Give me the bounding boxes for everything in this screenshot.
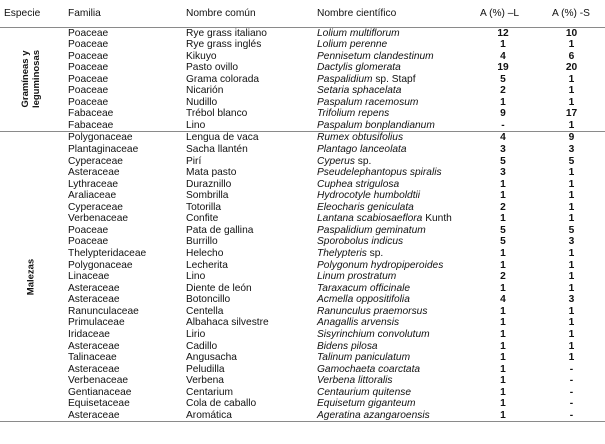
familia-cell: Talinaceae [68, 352, 117, 364]
scientific-name: Ranunculus praemorsus [317, 305, 428, 317]
a-l-cell: 1 [500, 213, 506, 225]
table-row [0, 62, 605, 74]
table-row [0, 329, 605, 341]
a-l-cell: 3 [500, 167, 506, 179]
a-s-cell: 1 [568, 85, 575, 97]
nombre-cientifico-cell [311, 74, 468, 86]
scientific-name: Anagallis arvensis [317, 317, 400, 329]
a-s-cell: 1 [568, 73, 575, 85]
table-row [0, 27, 605, 39]
a-l-cell: 1 [500, 178, 506, 190]
familia-cell: Gentianaceae [68, 386, 132, 398]
a-s-cell: 5 [568, 155, 575, 167]
table-row [0, 225, 605, 237]
scientific-name: Lolium multiflorum [317, 27, 400, 39]
a-s-cell: 1 [568, 167, 575, 179]
scientific-name: Cuphea strigulosa [317, 178, 400, 190]
a-l-cell: 2 [500, 85, 506, 97]
a-s-cell: 3 [568, 143, 575, 155]
nombre-cientifico-cell [311, 202, 468, 214]
nombre-cientifico-cell [311, 190, 468, 202]
nombre-comun-cell: Helecho [186, 248, 224, 260]
a-s-cell: - [538, 410, 605, 422]
a-l-cell: 1 [500, 328, 506, 340]
table-row [0, 294, 605, 306]
nombre-comun-cell: Verbena [186, 375, 224, 387]
nombre-cientifico-cell [311, 352, 468, 364]
a-s-cell: - [569, 386, 574, 398]
familia-cell: Iridaceae [68, 328, 110, 340]
nombre-comun-cell: Centarium [186, 386, 233, 398]
familia-cell: Polygonaceae [68, 132, 133, 144]
scientific-name-suffix: Kunth [422, 213, 452, 225]
a-l-cell: 19 [497, 62, 509, 74]
familia-cell: Poaceae [68, 62, 109, 74]
table-row [0, 51, 605, 63]
scientific-name: Gamochaeta coarctata [317, 363, 421, 375]
scientific-name-suffix: sp. Stapf [372, 73, 416, 85]
header-row [0, 0, 605, 27]
header-nombre-comun: Nombre común [180, 0, 311, 27]
nombre-cientifico-cell [311, 27, 468, 39]
familia-cell: Poaceae [68, 39, 109, 51]
table-row [0, 236, 605, 248]
familia-cell: Poaceae [68, 50, 109, 62]
scientific-name: Eleocharis geniculata [317, 201, 414, 213]
scientific-name: Rumex obtusifolius [317, 132, 404, 144]
a-l-cell: 4 [500, 132, 506, 144]
nombre-comun-cell: Albahaca silvestre [186, 317, 269, 329]
header-familia: Familia [62, 0, 180, 27]
a-s-cell: 9 [568, 132, 575, 144]
scientific-name: Lantana scabiosaeflora [317, 213, 423, 225]
nombre-cientifico-cell [311, 97, 468, 109]
scientific-name: Paspalum bonplandianum [317, 119, 435, 131]
nombre-comun-cell: Centella [186, 305, 224, 317]
scientific-name: Pseudelephantopus spiralis [317, 167, 442, 179]
familia-cell: Asteraceae [62, 410, 180, 422]
scientific-name: Setaria sphacelata [317, 85, 402, 97]
table-row [0, 144, 605, 156]
a-s-cell: 10 [565, 27, 578, 39]
nombre-cientifico-cell [311, 39, 468, 51]
nombre-cientifico-cell [311, 108, 468, 120]
nombre-cientifico-cell [311, 260, 468, 272]
nombre-comun-cell: Cola de caballo [186, 398, 257, 410]
nombre-cientifico-cell [311, 283, 468, 295]
familia-cell: Verbenaceae [68, 213, 129, 225]
nombre-cientifico-cell [311, 248, 468, 260]
a-l-cell: 1 [500, 317, 506, 329]
scientific-name: Equisetum giganteum [317, 398, 416, 410]
nombre-comun-cell: Trébol blanco [186, 108, 248, 120]
table-row [0, 364, 605, 376]
group-label [20, 50, 42, 108]
a-l-cell: 1 [500, 282, 506, 294]
scientific-name: Verbena littoralis [317, 375, 393, 387]
nombre-comun-cell: Aromática [180, 410, 311, 422]
a-s-cell: 1 [538, 120, 605, 132]
table-row [0, 132, 605, 144]
scientific-name: Thelypteris [317, 248, 367, 260]
a-l-cell: 5 [500, 236, 506, 248]
nombre-cientifico-cell [311, 179, 468, 191]
group-label-cell [0, 27, 62, 132]
a-l-cell: 1 [500, 375, 506, 387]
table-row [0, 202, 605, 214]
nombre-comun-cell: Pirí [186, 155, 202, 167]
nombre-cientifico-cell [311, 213, 468, 225]
nombre-comun-cell: Peludilla [186, 363, 225, 375]
familia-cell: Asteraceae [68, 340, 120, 352]
table-row [0, 317, 605, 329]
scientific-name: Hydrocotyle humboldtii [317, 190, 421, 202]
nombre-comun-cell: Kikuyo [186, 50, 217, 62]
a-l-cell: 1 [500, 340, 506, 352]
scientific-name: Trifolium repens [317, 108, 390, 120]
nombre-cientifico-cell [311, 156, 468, 168]
a-l-cell: 1 [500, 39, 506, 51]
nombre-cientifico-cell [311, 225, 468, 237]
familia-cell: Thelypteridaceae [68, 248, 147, 260]
table-row [0, 167, 605, 179]
nombre-comun-cell: Confite [186, 213, 219, 225]
nombre-comun-cell: Rye grass inglés [186, 39, 262, 51]
nombre-cientifico-cell [311, 271, 468, 283]
nombre-comun-cell: Nudillo [186, 96, 218, 108]
familia-cell: Cyperaceae [68, 155, 123, 167]
a-s-cell: 1 [568, 305, 575, 317]
familia-cell: Poaceae [68, 236, 109, 248]
a-l-cell: 2 [500, 271, 506, 283]
nombre-comun-cell: Pata de gallina [186, 224, 254, 236]
a-l-cell: 1 [500, 96, 506, 108]
nombre-cientifico-cell [311, 236, 468, 248]
table-row [0, 213, 605, 225]
scientific-name: Cyperus [317, 155, 355, 167]
nombre-cientifico-cell [311, 375, 468, 387]
nombre-cientifico-cell [311, 62, 468, 74]
table-row [0, 156, 605, 168]
familia-cell: Linaceae [68, 271, 110, 283]
nombre-comun-cell: Lengua de vaca [186, 132, 259, 144]
a-s-cell: 17 [565, 108, 578, 120]
nombre-comun-cell: Cadillo [186, 340, 218, 352]
nombre-comun-cell: Burrillo [186, 236, 218, 248]
a-s-cell: 1 [568, 340, 575, 352]
scientific-name: Sporobolus indicus [317, 236, 404, 248]
a-l-cell: 9 [500, 108, 506, 120]
table-row [0, 120, 605, 132]
a-s-cell: 1 [568, 352, 575, 364]
a-l-cell: 4 [500, 50, 506, 62]
nombre-cientifico-cell [311, 317, 468, 329]
scientific-name: Centaurium quitense [317, 386, 412, 398]
familia-cell: Fabaceae [62, 120, 180, 132]
scientific-name: Plantago lanceolata [317, 143, 407, 155]
nombre-comun-cell: Diente de león [186, 282, 252, 294]
nombre-cientifico-cell [311, 144, 468, 156]
a-l-cell: 1 [500, 363, 506, 375]
a-l-cell: 1 [468, 410, 538, 422]
nombre-cientifico-cell [311, 398, 468, 410]
scientific-name: Paspalidium geminatum [317, 224, 426, 236]
table-row [0, 352, 605, 364]
scientific-name: Paspalidium [317, 73, 373, 85]
scientific-name: Taraxacum officinale [317, 282, 411, 294]
familia-cell: Asteraceae [68, 282, 120, 294]
a-s-cell: 20 [565, 62, 578, 74]
familia-cell: Asteraceae [68, 167, 120, 179]
familia-cell: Araliaceae [68, 190, 117, 202]
table-row [0, 375, 605, 387]
nombre-comun-cell: Mata pasto [186, 167, 237, 179]
a-s-cell: 1 [568, 213, 575, 225]
table-row [0, 387, 605, 399]
group-label-line: Malezas [25, 258, 37, 296]
nombre-cientifico-cell [311, 364, 468, 376]
a-l-cell: - [468, 120, 538, 132]
table-row [0, 306, 605, 318]
header-a-s: A (%) -S [538, 0, 605, 27]
table-row [0, 39, 605, 51]
a-s-cell: 1 [568, 317, 575, 329]
group-label [26, 259, 37, 295]
nombre-comun-cell: Lino [186, 271, 206, 283]
a-l-cell: 12 [497, 27, 509, 39]
a-s-cell: 1 [568, 190, 575, 202]
a-s-cell: 1 [568, 201, 575, 213]
table-row [0, 74, 605, 86]
table-row [0, 341, 605, 353]
a-l-cell: 2 [500, 201, 506, 213]
familia-cell: Verbenaceae [68, 375, 129, 387]
a-l-cell: 1 [500, 248, 506, 260]
nombre-cientifico-cell [311, 120, 468, 132]
familia-cell: Lythraceae [68, 178, 119, 190]
nombre-comun-cell: Lirio [186, 328, 206, 340]
table-row [0, 190, 605, 202]
familia-cell: Primulaceae [68, 317, 125, 329]
table-row [0, 248, 605, 260]
a-s-cell: - [569, 363, 574, 375]
nombre-comun-cell: Botoncillo [186, 294, 231, 306]
familia-cell: Poaceae [68, 96, 109, 108]
nombre-cientifico-cell [311, 410, 468, 422]
table-row [0, 179, 605, 191]
familia-cell: Ranunculaceae [68, 305, 139, 317]
familia-cell: Equisetaceae [68, 398, 130, 410]
familia-cell: Asteraceae [68, 294, 120, 306]
table-row [0, 410, 605, 422]
a-s-cell: 1 [568, 248, 575, 260]
nombre-cientifico-cell [311, 329, 468, 341]
header-a-l: A (%) –L [468, 0, 538, 27]
a-s-cell: 1 [568, 39, 575, 51]
scientific-name: Ageratina azangaroensis [317, 409, 430, 421]
table-row [0, 398, 605, 410]
familia-cell: Fabaceae [68, 108, 114, 120]
scientific-name: Sisyrinchium convolutum [317, 328, 430, 340]
a-s-cell: 1 [568, 96, 575, 108]
a-s-cell: 1 [568, 271, 575, 283]
nombre-comun-cell: Lino [180, 120, 311, 132]
a-s-cell: 1 [568, 178, 575, 190]
header-nombre-cientifico: Nombre científico [311, 0, 468, 27]
a-s-cell: - [569, 375, 574, 387]
scientific-name-suffix: sp. [354, 155, 372, 167]
nombre-cientifico-cell [311, 387, 468, 399]
nombre-comun-cell: Duraznillo [186, 178, 232, 190]
nombre-comun-cell: Grama colorada [186, 73, 260, 85]
a-l-cell: 1 [500, 259, 506, 271]
a-s-cell: 1 [568, 282, 575, 294]
nombre-cientifico-cell [311, 167, 468, 179]
a-s-cell: 6 [568, 50, 575, 62]
table-row [0, 85, 605, 97]
a-s-cell: 1 [568, 259, 575, 271]
scientific-name: Linum prostratum [317, 271, 397, 283]
scientific-name: Dactylis glomerata [317, 62, 401, 74]
table-row [0, 108, 605, 120]
a-l-cell: 1 [500, 386, 506, 398]
familia-cell: Polygonaceae [68, 259, 133, 271]
a-l-cell: 5 [500, 155, 506, 167]
table-row [0, 271, 605, 283]
table-row [0, 283, 605, 295]
nombre-comun-cell: Nicarión [186, 85, 224, 97]
nombre-comun-cell: Angusacha [186, 352, 237, 364]
header-especie: Especie [0, 0, 62, 27]
table-row [0, 97, 605, 109]
a-s-cell: 3 [568, 236, 575, 248]
scientific-name: Lolium perenne [317, 39, 388, 51]
group-label-line: Gramíneas y [20, 50, 31, 108]
nombre-cientifico-cell [311, 85, 468, 97]
a-l-cell: 1 [500, 305, 506, 317]
familia-cell: Plantaginaceae [68, 143, 139, 155]
scientific-name: Pennisetum clandestinum [317, 50, 434, 62]
nombre-cientifico-cell [311, 132, 468, 144]
nombre-comun-cell: Rye grass italiano [186, 27, 267, 39]
group-label-line: leguminosas [31, 50, 42, 109]
nombre-comun-cell: Pasto ovillo [186, 62, 239, 74]
a-l-cell: 4 [500, 294, 506, 306]
scientific-name: Bidens pilosa [317, 340, 378, 352]
nombre-comun-cell: Totorilla [186, 201, 222, 213]
a-s-cell: 5 [568, 224, 575, 236]
a-s-cell: 3 [568, 294, 575, 306]
nombre-cientifico-cell [311, 294, 468, 306]
familia-cell: Poaceae [68, 224, 109, 236]
scientific-name: Acmella oppositifolia [317, 294, 410, 306]
nombre-cientifico-cell [311, 306, 468, 318]
familia-cell: Poaceae [68, 85, 109, 97]
scientific-name: Talinum paniculatum [317, 352, 411, 364]
familia-cell: Poaceae [68, 27, 109, 39]
nombre-cientifico-cell [311, 341, 468, 353]
nombre-comun-cell: Sacha llantén [186, 143, 248, 155]
nombre-comun-cell: Sombrilla [186, 190, 229, 202]
scientific-name: Polygonum hydropiperoides [317, 259, 444, 271]
a-l-cell: 5 [500, 73, 506, 85]
a-l-cell: 1 [500, 398, 506, 410]
table-row [0, 260, 605, 272]
familia-cell: Asteraceae [68, 363, 120, 375]
scientific-name: Paspalum racemosum [317, 96, 419, 108]
familia-cell: Poaceae [68, 73, 109, 85]
nombre-comun-cell: Lecherita [186, 259, 228, 271]
a-l-cell: 1 [500, 190, 506, 202]
nombre-cientifico-cell [311, 51, 468, 63]
a-l-cell: 1 [500, 352, 506, 364]
group-label-cell [0, 132, 62, 422]
a-s-cell: 1 [568, 328, 575, 340]
a-s-cell: - [569, 398, 574, 410]
a-l-cell: 3 [500, 143, 506, 155]
familia-cell: Cyperaceae [68, 201, 123, 213]
scientific-name-suffix: sp. [366, 248, 384, 260]
a-l-cell: 5 [500, 224, 506, 236]
